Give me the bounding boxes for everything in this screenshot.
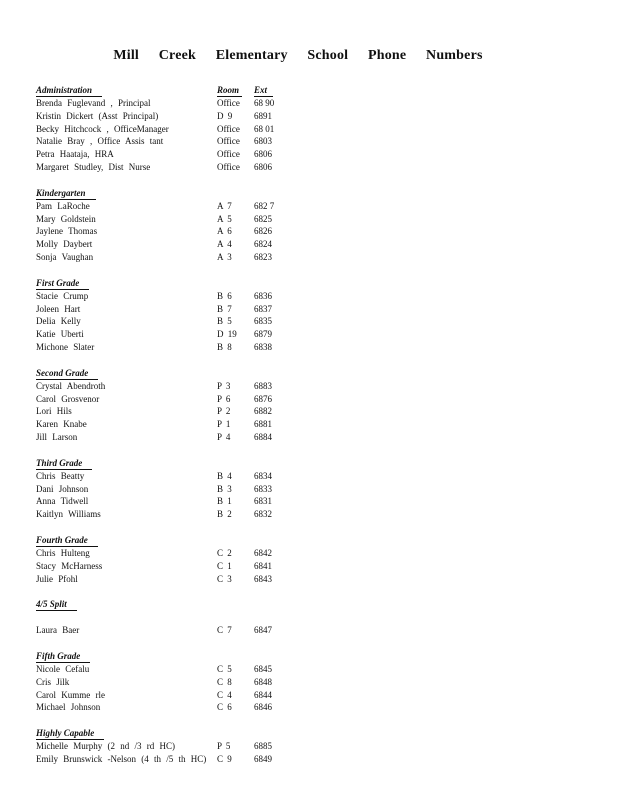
list-item xyxy=(36,123,596,136)
room-number: Office xyxy=(217,98,240,108)
list-item xyxy=(36,624,596,637)
room-number: C 7 xyxy=(217,625,232,636)
staff-name: Michael Johnson xyxy=(36,702,101,713)
list-item xyxy=(36,483,596,496)
section-heading: First Grade xyxy=(36,278,89,290)
list-item xyxy=(36,676,596,689)
extension: 68 90 xyxy=(254,98,275,108)
staff-name: Chris Beatty xyxy=(36,470,85,481)
staff-name: Cris Jilk xyxy=(36,676,70,687)
list-item xyxy=(36,225,596,238)
extension: 6803 xyxy=(254,136,272,147)
room-number: B 8 xyxy=(217,341,232,352)
room-number: P 2 xyxy=(217,406,231,417)
room-number: B 4 xyxy=(217,470,232,481)
staff-name: Brenda Fuglevand , Principal xyxy=(36,98,151,108)
staff-name: Kristin Dickert (Asst Principal) xyxy=(36,110,159,121)
staff-name: Anna Tidwell xyxy=(36,496,89,507)
list-item xyxy=(36,315,596,328)
room-number: B 1 xyxy=(217,496,232,507)
room-number: Office xyxy=(217,161,240,172)
list-item xyxy=(36,328,596,341)
room-number: A 6 xyxy=(217,226,232,237)
staff-name: Molly Daybert xyxy=(36,239,93,250)
section-heading: Third Grade xyxy=(36,458,92,470)
list-item xyxy=(36,238,596,251)
room-number: Office xyxy=(217,149,240,160)
section-header xyxy=(36,651,596,663)
extension: 6806 xyxy=(254,149,272,160)
section-heading: Administration xyxy=(36,85,102,97)
extension: 6848 xyxy=(254,676,272,687)
staff-name: Dani Johnson xyxy=(36,483,89,494)
blank-row xyxy=(36,611,596,624)
list-item xyxy=(36,200,596,213)
staff-name: Karen Knabe xyxy=(36,419,87,430)
staff-name: Delia Kelly xyxy=(36,316,81,327)
list-item xyxy=(36,508,596,521)
room-number: C 6 xyxy=(217,702,232,713)
staff-name: Margaret Studley, Dist Nurse xyxy=(36,161,151,172)
staff-name: Sonja Vaughan xyxy=(36,251,94,262)
extension: 6835 xyxy=(254,316,272,327)
section-administration xyxy=(36,85,596,174)
staff-name: Lori Hils xyxy=(36,406,72,417)
room-number: P 4 xyxy=(217,431,231,442)
page-title: Mill Creek Elementary School Phone Numbers xyxy=(113,48,483,63)
extension: 6825 xyxy=(254,213,272,224)
list-item xyxy=(36,740,596,753)
section-header xyxy=(36,278,596,290)
staff-name: Pam LaRoche xyxy=(36,200,90,211)
section-second-grade xyxy=(36,368,596,444)
staff-name: Crystal Abendroth xyxy=(36,380,106,391)
section-4-5-split xyxy=(36,599,596,637)
room-number: A 5 xyxy=(217,213,232,224)
ext-column-header: Ext xyxy=(254,85,273,97)
list-item xyxy=(36,341,596,354)
section-header xyxy=(36,728,596,740)
list-item xyxy=(36,380,596,393)
section-third-grade xyxy=(36,458,596,521)
extension: 6823 xyxy=(254,251,272,262)
room-number: Office xyxy=(217,123,240,134)
room-number: A 7 xyxy=(217,200,232,211)
section-fourth-grade xyxy=(36,535,596,585)
list-item xyxy=(36,393,596,406)
staff-name: Chris Hulteng xyxy=(36,547,90,558)
extension: 6838 xyxy=(254,341,272,352)
staff-name: Kaitlyn Williams xyxy=(36,509,101,520)
room-number: C 2 xyxy=(217,547,232,558)
room-number: C 4 xyxy=(217,689,232,700)
room-number: B 7 xyxy=(217,303,232,314)
list-item xyxy=(36,470,596,483)
extension: 6836 xyxy=(254,290,272,301)
staff-name: Joleen Hart xyxy=(36,303,81,314)
extension: 6843 xyxy=(254,573,272,584)
staff-name: Julie Pfohl xyxy=(36,573,78,584)
room-number: P 1 xyxy=(217,419,231,430)
list-item xyxy=(36,753,596,766)
section-header xyxy=(36,535,596,547)
extension: 6883 xyxy=(254,380,272,391)
section-heading: 4/5 Split xyxy=(36,599,77,611)
room-number: C 9 xyxy=(217,753,232,764)
staff-name: Emily Brunswick -Nelson (4 th /5 th HC) xyxy=(36,753,207,764)
list-item xyxy=(36,573,596,586)
room-number: A 3 xyxy=(217,251,232,262)
extension: 6826 xyxy=(254,226,272,237)
list-item xyxy=(36,547,596,560)
section-first-grade xyxy=(36,278,596,354)
section-heading: Second Grade xyxy=(36,368,98,380)
extension: 6879 xyxy=(254,329,272,340)
extension: 6876 xyxy=(254,393,272,404)
room-number: C 8 xyxy=(217,676,232,687)
list-item xyxy=(36,303,596,316)
staff-name: Stacy McHarness xyxy=(36,560,103,571)
room-number: B 6 xyxy=(217,290,232,301)
room-number: C 1 xyxy=(217,560,232,571)
extension: 6806 xyxy=(254,161,272,172)
section-kindergarten xyxy=(36,188,596,264)
room-number: C 3 xyxy=(217,573,232,584)
staff-name: Petra Haataja, HRA xyxy=(36,149,114,160)
section-heading: Highly Capable xyxy=(36,728,104,740)
staff-name: Laura Baer xyxy=(36,625,80,636)
list-item xyxy=(36,418,596,431)
staff-name: Carol Grosvenor xyxy=(36,393,100,404)
list-item xyxy=(36,251,596,264)
section-header xyxy=(36,458,596,470)
extension: 6833 xyxy=(254,483,272,494)
staff-name: Stacie Crump xyxy=(36,290,89,301)
section-highly-capable xyxy=(36,728,596,766)
extension: 6842 xyxy=(254,547,272,558)
extension: 6834 xyxy=(254,470,272,481)
section-heading: Fourth Grade xyxy=(36,535,98,547)
list-item xyxy=(36,110,596,123)
extension: 6884 xyxy=(254,431,272,442)
room-column-header: Room xyxy=(217,85,242,97)
list-item xyxy=(36,290,596,303)
room-number: A 4 xyxy=(217,239,232,250)
extension: 6847 xyxy=(254,625,272,636)
list-item xyxy=(36,560,596,573)
list-item xyxy=(36,405,596,418)
staff-name: Mary Goldstein xyxy=(36,213,96,224)
list-item xyxy=(36,97,596,110)
extension: 6885 xyxy=(254,741,272,752)
section-header xyxy=(36,188,596,200)
section-header xyxy=(36,599,596,611)
list-item xyxy=(36,701,596,714)
room-number: Office xyxy=(217,136,240,147)
staff-name: Nicole Cefalu xyxy=(36,663,90,674)
staff-name: Jill Larson xyxy=(36,431,78,442)
phone-directory xyxy=(36,85,596,766)
extension: 6881 xyxy=(254,419,272,430)
section-heading: Kindergarten xyxy=(36,188,96,200)
room-number: B 5 xyxy=(217,316,232,327)
extension: 6882 xyxy=(254,406,272,417)
section-fifth-grade xyxy=(36,651,596,714)
extension: 6841 xyxy=(254,560,272,571)
list-item xyxy=(36,495,596,508)
room-number: C 5 xyxy=(217,663,232,674)
room-number: P 3 xyxy=(217,380,231,391)
staff-name: Jaylene Thomas xyxy=(36,226,98,237)
room-number: P 5 xyxy=(217,741,231,752)
list-item xyxy=(36,161,596,174)
list-item xyxy=(36,213,596,226)
room-number: D 9 xyxy=(217,110,233,121)
room-number: B 2 xyxy=(217,509,232,520)
list-item xyxy=(36,663,596,676)
list-item xyxy=(36,431,596,444)
room-number: B 3 xyxy=(217,483,232,494)
extension: 6846 xyxy=(254,702,272,713)
extension: 68 01 xyxy=(254,123,275,134)
extension: 6849 xyxy=(254,753,272,764)
staff-name: Carol Kumme rle xyxy=(36,689,105,700)
extension: 6844 xyxy=(254,689,272,700)
extension: 6837 xyxy=(254,303,272,314)
extension: 6845 xyxy=(254,663,272,674)
staff-name: Katie Uberti xyxy=(36,329,84,340)
section-header xyxy=(36,85,596,97)
list-item xyxy=(36,148,596,161)
extension: 6824 xyxy=(254,239,272,250)
extension: 6832 xyxy=(254,509,272,520)
section-header xyxy=(36,368,596,380)
staff-name: Michelle Murphy (2 nd /3 rd HC) xyxy=(36,741,175,752)
extension: 6891 xyxy=(254,110,272,121)
staff-name: Natalie Bray , Office Assis tant xyxy=(36,136,164,147)
staff-name: Becky Hitchcock , OfficeManager xyxy=(36,123,169,134)
extension: 6831 xyxy=(254,496,272,507)
room-number: D 19 xyxy=(217,329,237,340)
staff-name: Michone Slater xyxy=(36,341,95,352)
room-number: P 6 xyxy=(217,393,231,404)
extension: 682 7 xyxy=(254,200,275,211)
list-item xyxy=(36,135,596,148)
section-heading: Fifth Grade xyxy=(36,651,90,663)
list-item xyxy=(36,689,596,702)
